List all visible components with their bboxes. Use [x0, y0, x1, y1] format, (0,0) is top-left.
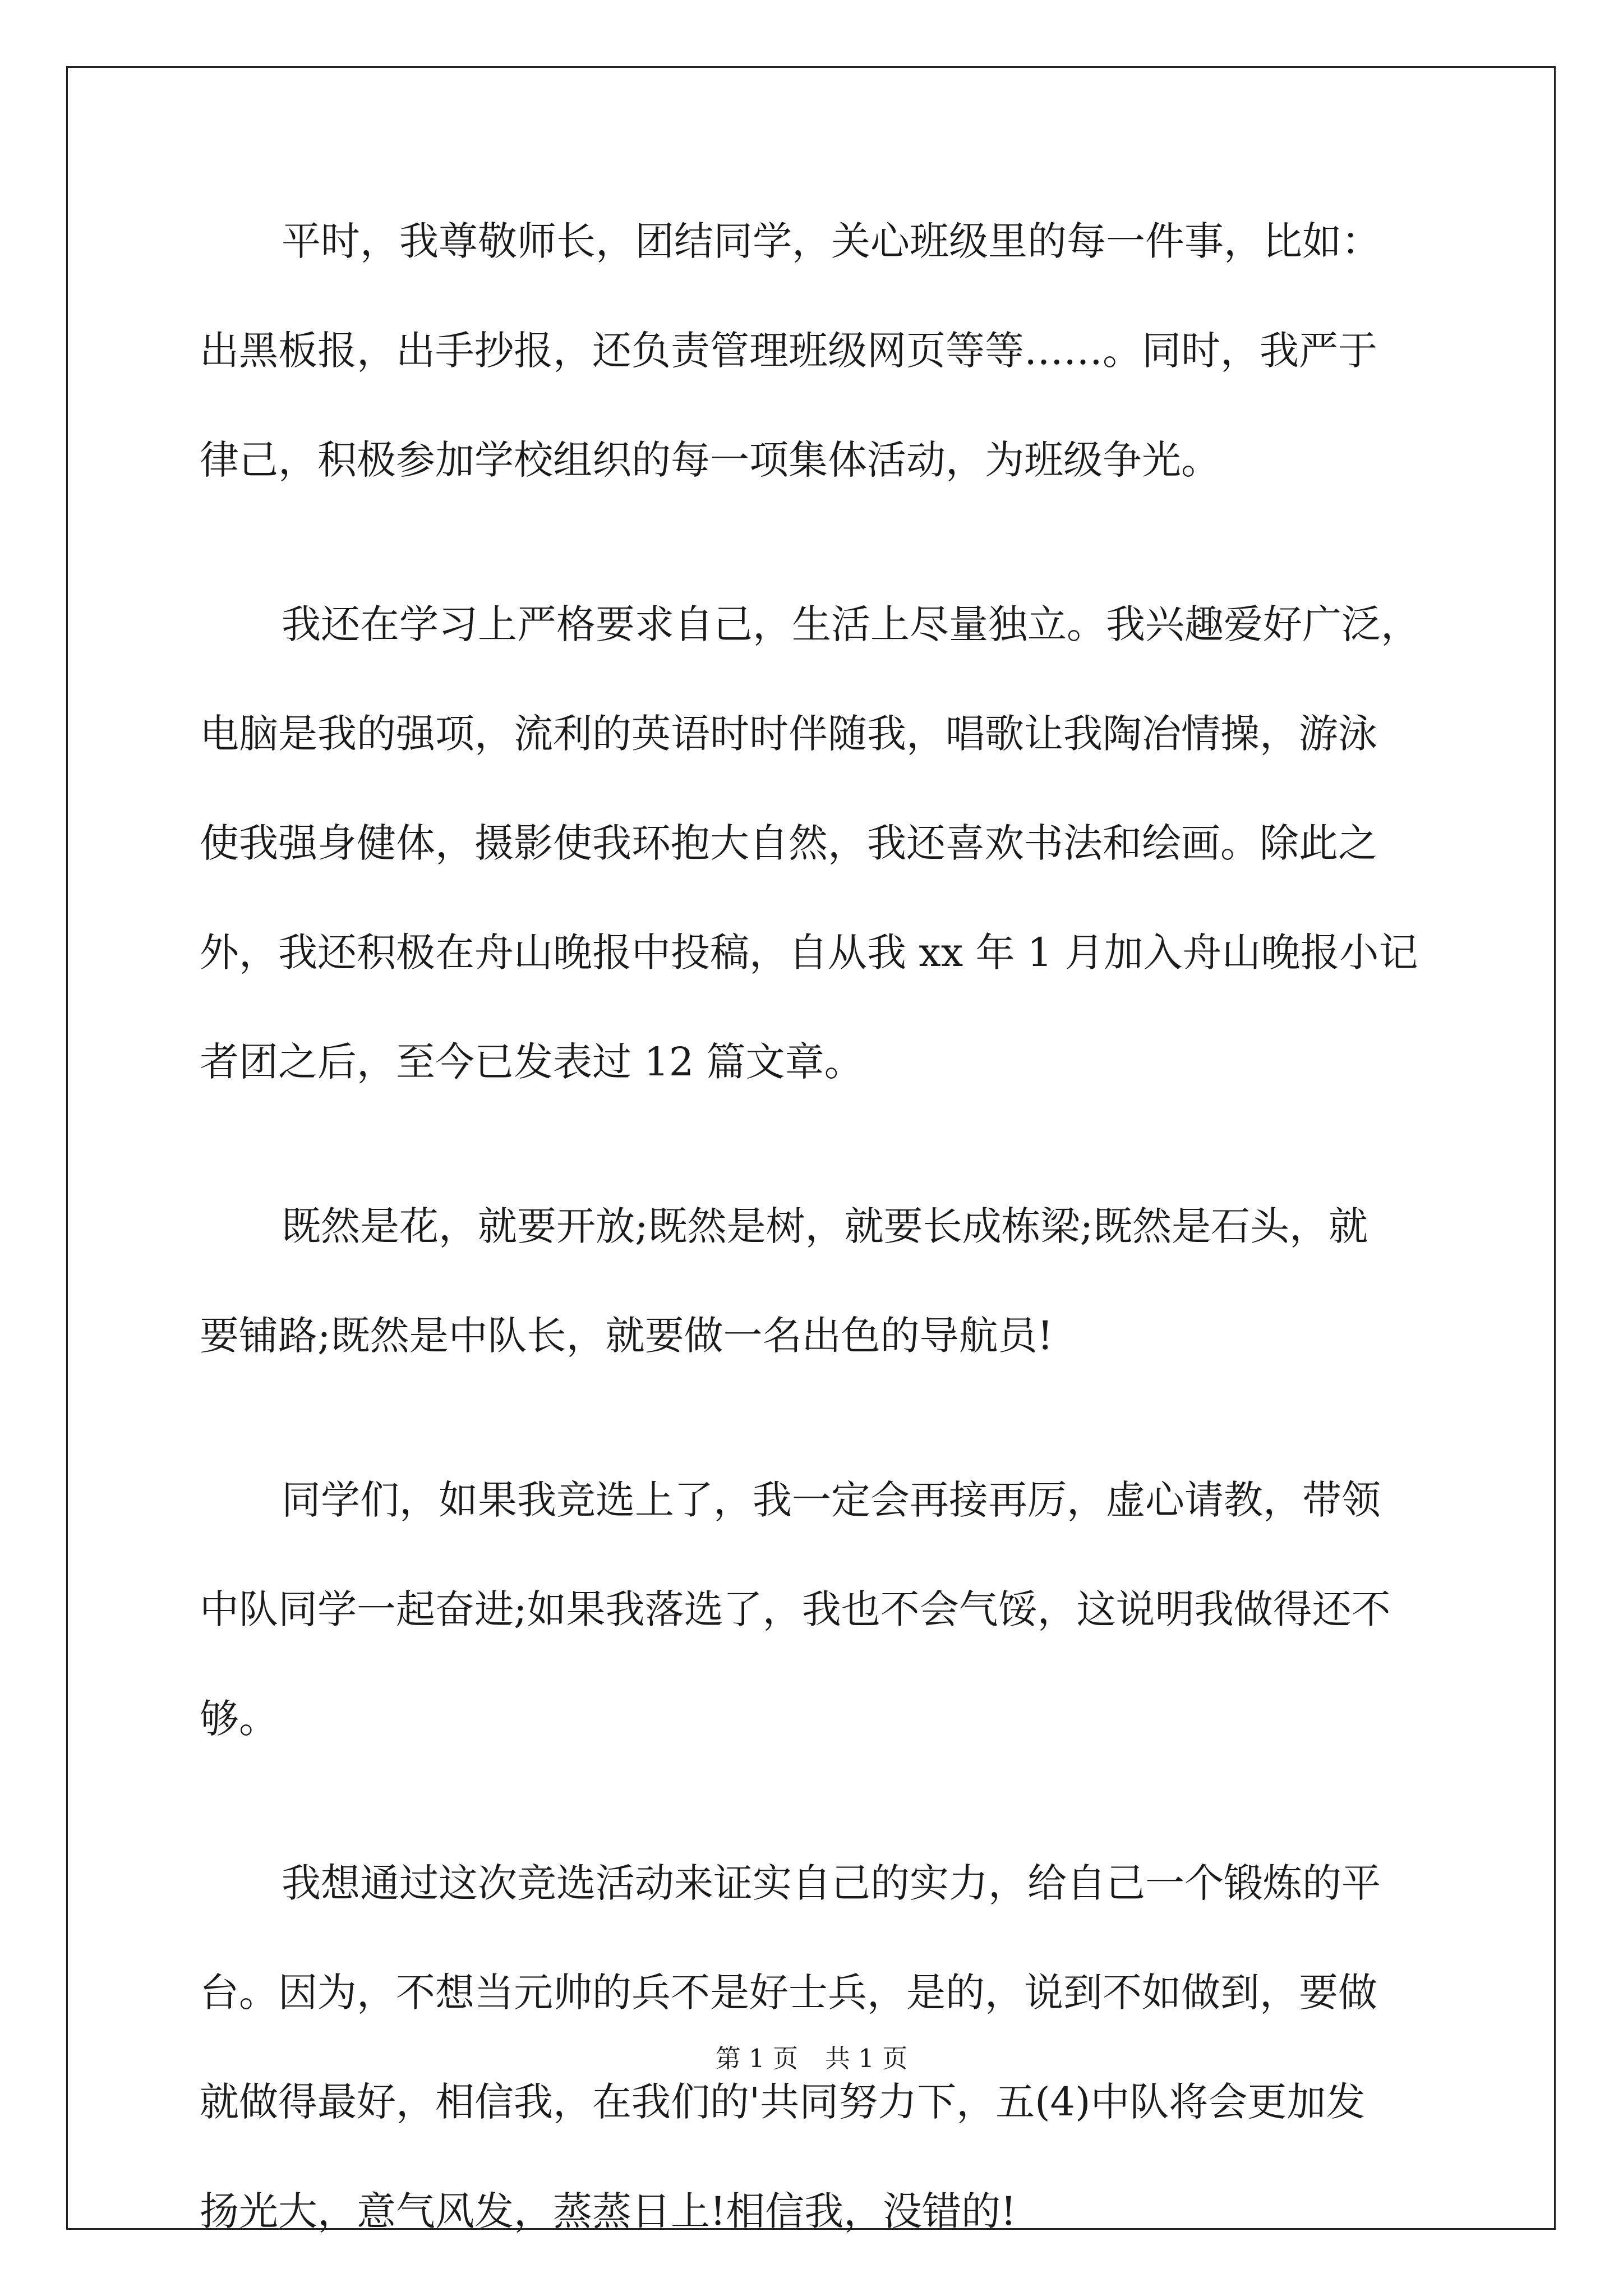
- paragraph-3-line-1: 既然是花，就要开放;既然是树，就要长成栋梁;既然是石头，就: [282, 1203, 1368, 1249]
- paragraph-1-line-1: 平时，我尊敬师长，团结同学，关心班级里的每一件事，比如：: [282, 218, 1381, 264]
- paragraph-gap: [200, 1411, 1433, 1466]
- paragraph-4-line-1: 同学们，如果我竞选上了，我一定会再接再厉，虚心请教，带领: [282, 1477, 1381, 1523]
- paragraph-2-line-1: 我还在学习上严格要求自己，生活上尽量独立。我兴趣爱好广泛，: [282, 601, 1420, 647]
- paragraph-gap: [200, 536, 1433, 591]
- paragraph-5-line-4: 扬光大，意气风发，蒸蒸日上!相信我，没错的!: [200, 2188, 1017, 2234]
- paragraph-5-line-3: 就做得最好，相信我，在我们的'共同努力下，五(4)中队将会更加发: [200, 2079, 1366, 2125]
- paragraph-4-line-2: 中队同学一起奋进;如果我落选了，我也不会气馁，这说明我做得还不: [200, 1586, 1391, 1632]
- document-body: [200, 208, 1433, 2287]
- page-footer: [0, 2042, 1623, 2076]
- paragraph-1-line-2: 出黑板报，出手抄报，还负责管理班级网页等等……。同时，我严于: [200, 328, 1377, 374]
- paragraph-2-line-5: 者团之后，至今已发表过 12 篇文章。: [200, 1039, 864, 1085]
- paragraph-5-line-2: 台。因为，不想当元帅的兵不是好士兵，是的，说到不如做到，要做: [200, 1970, 1377, 2016]
- paragraph-5-line-1: 我想通过这次竞选活动来证实自己的实力，给自己一个锻炼的平: [282, 1860, 1381, 1906]
- paragraph-1-line-3: 律己，积极参加学校组织的每一项集体活动，为班级争光。: [200, 437, 1220, 483]
- page-number-current: 第 1 页: [715, 2044, 798, 2073]
- paragraph-gap: [200, 1795, 1433, 1849]
- paragraph-3-line-2: 要铺路;既然是中队长，就要做一名出色的导航员!: [200, 1313, 1053, 1359]
- page-number-total: 共 1 页: [825, 2044, 908, 2073]
- paragraph-gap: [200, 1138, 1433, 1193]
- paragraph-2-line-3: 使我强身健体，摄影使我环抱大自然，我还喜欢书法和绘画。除此之: [200, 820, 1377, 866]
- paragraph-2-line-2: 电脑是我的强项，流利的英语时时伴随我，唱歌让我陶冶情操，游泳: [200, 711, 1377, 757]
- paragraph-4-line-3: 够。: [200, 1696, 278, 1742]
- paragraph-2-line-4: 外，我还积极在舟山晚报中投稿，自从我 xx 年 1 月加入舟山晚报小记: [200, 930, 1418, 976]
